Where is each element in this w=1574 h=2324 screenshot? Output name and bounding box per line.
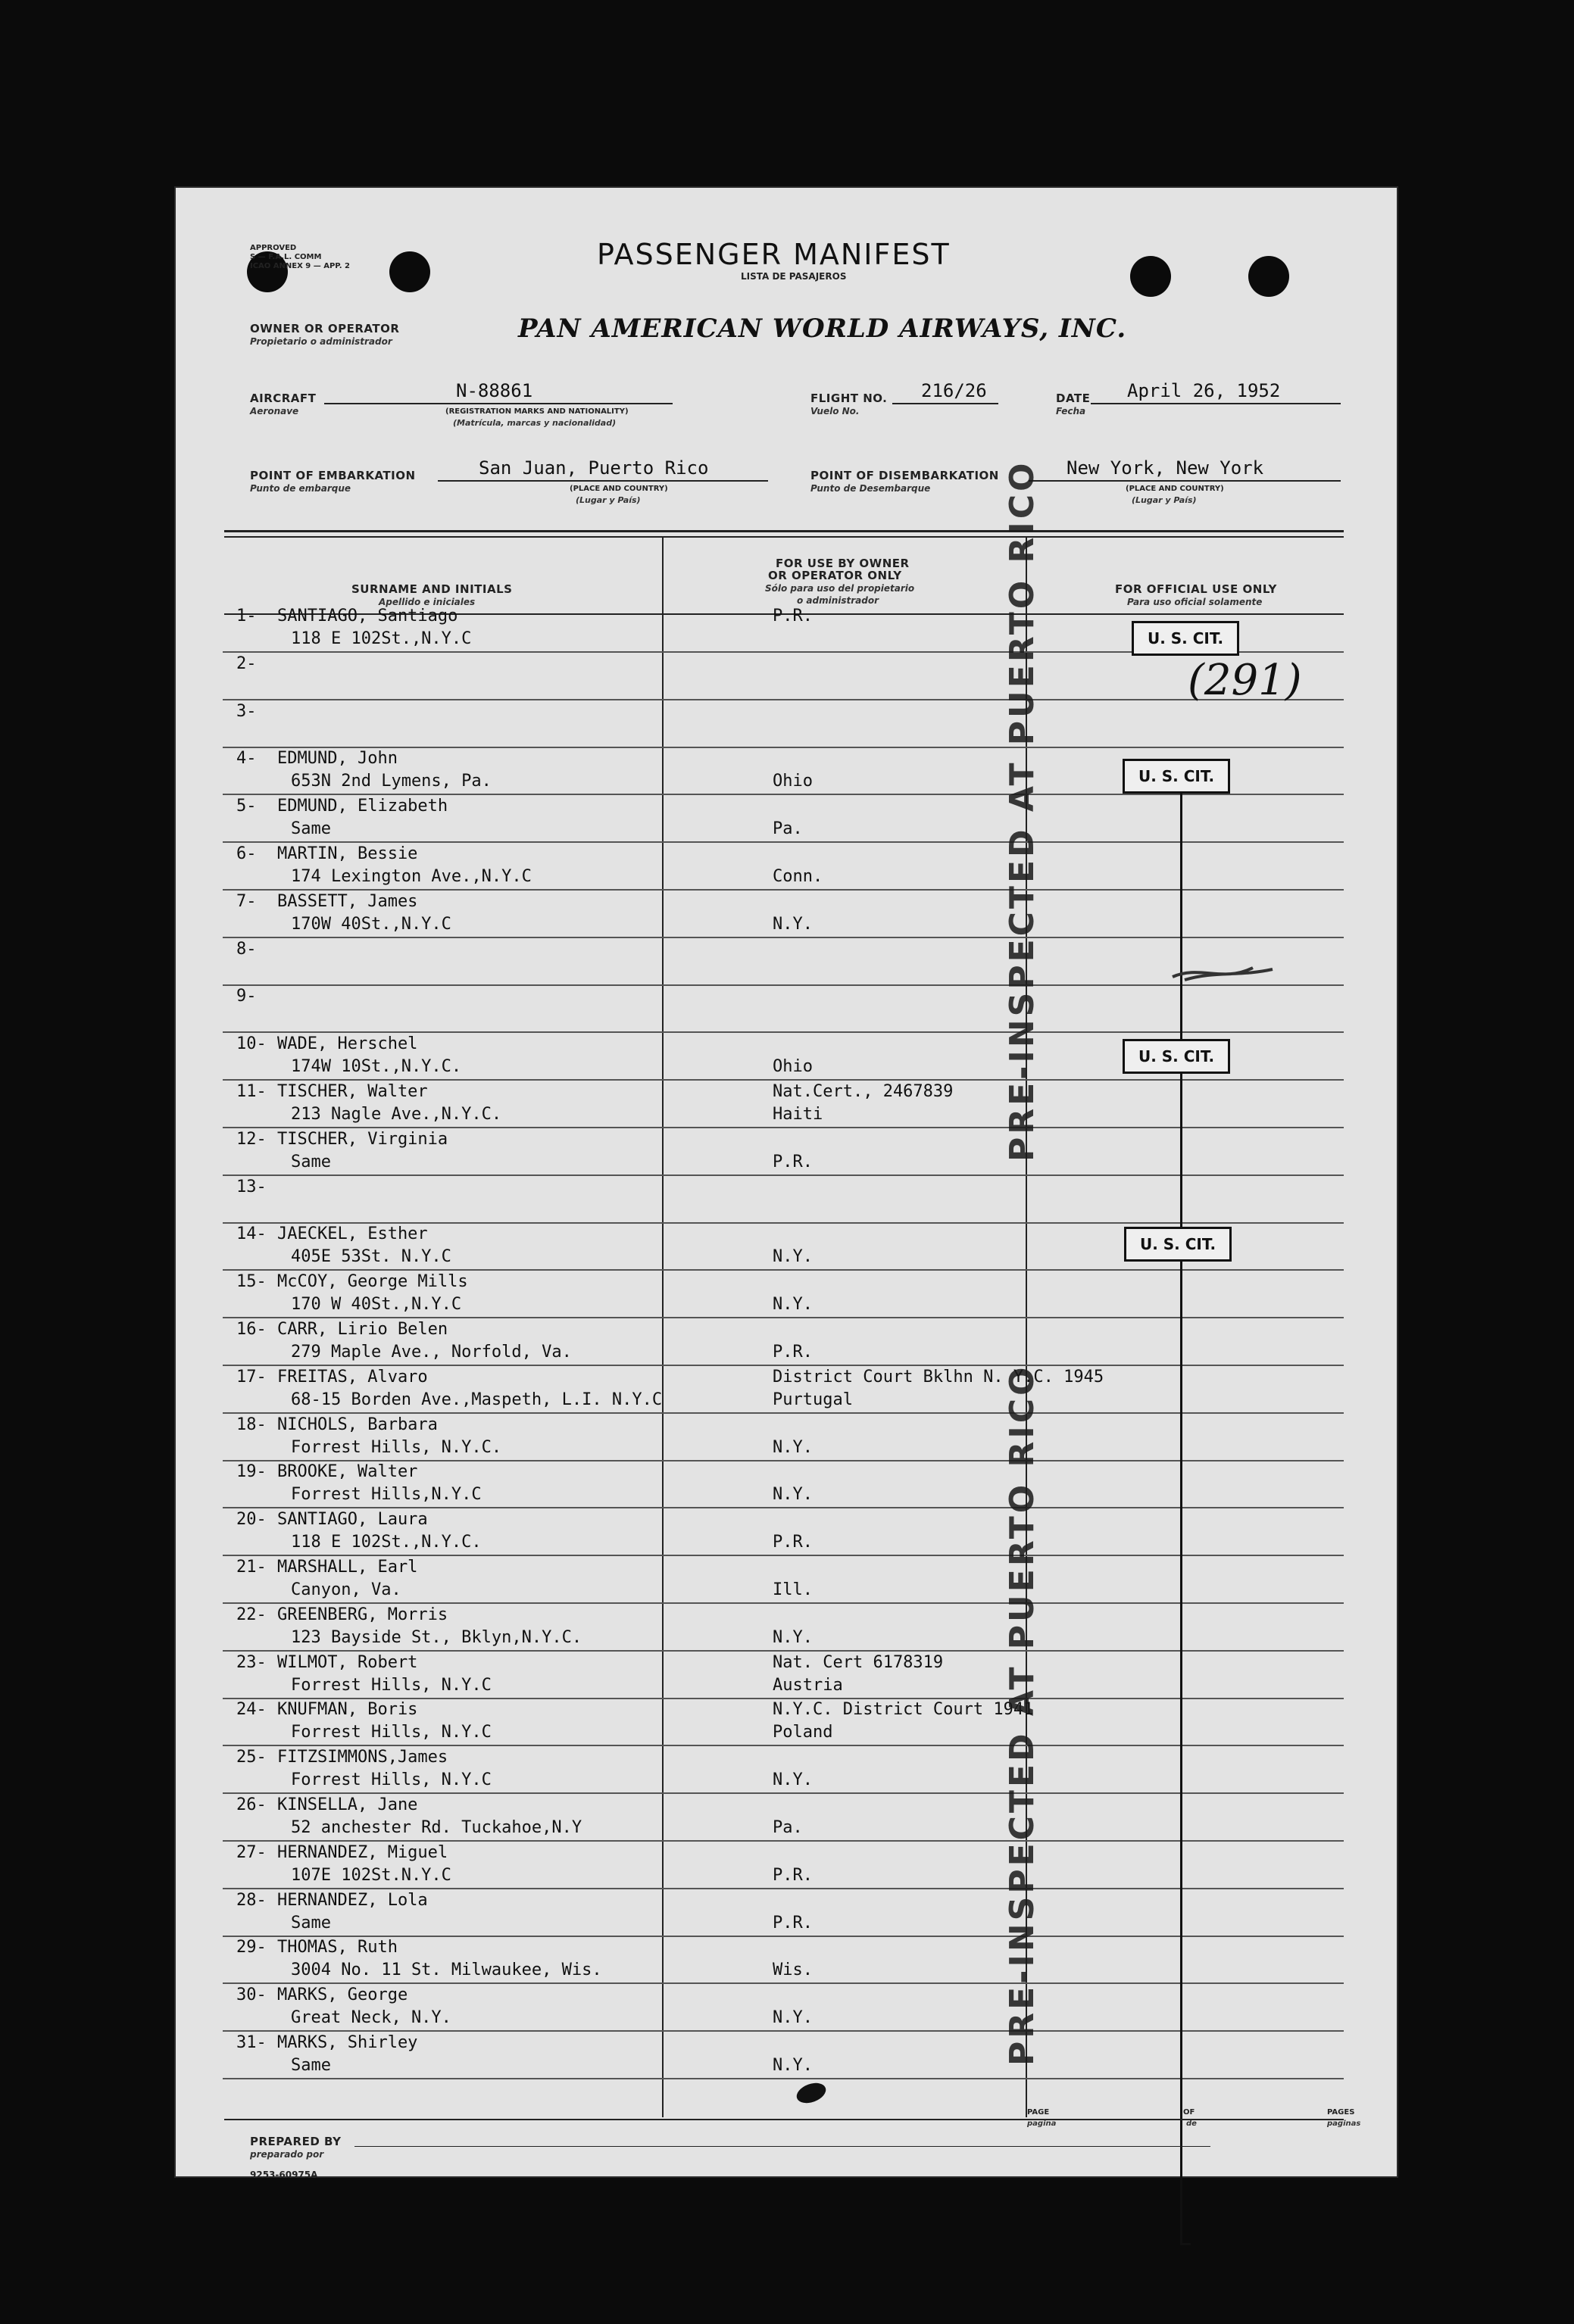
passenger-address: Canyon, Va.: [291, 1580, 401, 1599]
passenger-info-line2: Wis.: [773, 1961, 813, 1979]
passenger-info-line2: N.Y.: [773, 1770, 813, 1789]
us-cit-stamp: U. S. CIT.: [1123, 1039, 1230, 1074]
page-title-es: LISTA DE PASAJEROS: [741, 271, 847, 282]
row-rule: [223, 1269, 1344, 1271]
passenger-row: [176, 796, 1397, 843]
passenger-number: 5-: [236, 797, 257, 816]
flight-value: 216/26: [921, 380, 987, 401]
passenger-name: EDMUND, Elizabeth: [277, 797, 448, 816]
row-rule: [223, 841, 1344, 843]
passenger-name: WILMOT, Robert: [277, 1653, 418, 1672]
row-rule: [223, 1982, 1344, 1984]
us-cit-stamp: U. S. CIT.: [1123, 759, 1230, 794]
passenger-address: 170 W 40St.,N.Y.C: [291, 1295, 462, 1314]
passenger-row: [176, 2032, 1397, 2079]
passenger-row: [176, 1129, 1397, 1176]
row-rule: [223, 699, 1344, 700]
passenger-address: Forrest Hills,N.Y.C: [291, 1485, 482, 1504]
row-rule: [223, 1650, 1344, 1652]
passenger-name: SANTIAGO, Santiago: [277, 607, 458, 625]
passenger-number: 19-: [236, 1462, 267, 1481]
col2-header-es-2: o administrador: [797, 595, 879, 606]
passenger-address: Forrest Hills, N.Y.C.: [291, 1438, 502, 1457]
passenger-name: BASSETT, James: [277, 892, 418, 911]
passenger-number: 31-: [236, 2033, 267, 2052]
passenger-name: MARKS, George: [277, 1986, 408, 2004]
passenger-number: 13-: [236, 1178, 267, 1196]
owner-label-es: Propietario o administrador: [250, 336, 392, 347]
row-rule: [223, 2078, 1344, 2079]
owner-value: PAN AMERICAN WORLD AIRWAYS, INC.: [518, 314, 1127, 344]
flight-label: FLIGHT NO.: [810, 391, 888, 405]
form-code: 9253-60975A: [250, 2170, 318, 2180]
passenger-address: Forrest Hills, N.Y.C: [291, 1723, 492, 1742]
passenger-row: [176, 1557, 1397, 1604]
passenger-name: WADE, Herschel: [277, 1034, 418, 1053]
row-rule: [223, 794, 1344, 795]
passenger-info-line1: N.Y.C. District Court 1941: [773, 1700, 1034, 1719]
passenger-info-line2: N.Y.: [773, 2056, 813, 2075]
passenger-number: 17-: [236, 1368, 267, 1387]
passenger-name: BROOKE, Walter: [277, 1462, 418, 1481]
passenger-number: 29-: [236, 1938, 267, 1957]
passenger-row: [176, 1461, 1397, 1508]
pages-label: PAGES: [1327, 2108, 1355, 2117]
aircraft-label: AIRCRAFT: [250, 391, 317, 405]
us-cit-stamp: U. S. CIT.: [1124, 1227, 1232, 1262]
punch-hole: [1248, 256, 1289, 297]
row-rule: [223, 1507, 1344, 1508]
passenger-row: [176, 701, 1397, 748]
passenger-info-line2: N.Y.: [773, 1485, 813, 1504]
date-label-es: Fecha: [1056, 406, 1086, 416]
row-rule: [223, 1174, 1344, 1176]
row-rule: [223, 1840, 1344, 1842]
passenger-address: 174W 10St.,N.Y.C.: [291, 1057, 462, 1076]
row-rule: [223, 1888, 1344, 1889]
passenger-address: 653N 2nd Lymens, Pa.: [291, 772, 492, 791]
row-rule: [223, 1602, 1344, 1604]
embark-place-note: (PLACE AND COUNTRY): [570, 485, 668, 493]
passenger-name: EDMUND, John: [277, 749, 398, 768]
row-rule: [223, 1365, 1344, 1366]
passenger-info-line1: Nat. Cert 6178319: [773, 1653, 944, 1672]
col2-header-1: FOR USE BY OWNER: [776, 557, 910, 570]
owner-label: OWNER OR OPERATOR: [250, 322, 400, 335]
flight-label-es: Vuelo No.: [810, 406, 860, 416]
passenger-row: [176, 891, 1397, 938]
disembark-place-note: (PLACE AND COUNTRY): [1126, 485, 1224, 493]
passenger-name: NICHOLS, Barbara: [277, 1415, 438, 1434]
page-label: PAGE: [1027, 2108, 1050, 2117]
row-rule: [223, 1792, 1344, 1794]
passenger-address: Same: [291, 1153, 331, 1171]
passenger-row: [176, 1795, 1397, 1842]
passenger-name: KNUFMAN, Boris: [277, 1700, 418, 1719]
passenger-info-line2: Ill.: [773, 1580, 813, 1599]
passenger-name: THOMAS, Ruth: [277, 1938, 398, 1957]
passenger-row: [176, 1890, 1397, 1937]
passenger-number: 25-: [236, 1748, 267, 1767]
handwritten-note: (291): [1188, 656, 1302, 705]
row-rule: [223, 937, 1344, 938]
embark-label: POINT OF EMBARKATION: [250, 469, 416, 482]
passenger-row: [176, 1081, 1397, 1128]
passenger-info-line2: Purtugal: [773, 1390, 853, 1409]
of-label-es: de: [1186, 2120, 1197, 2128]
passenger-row: [176, 1937, 1397, 1984]
passenger-row: [176, 1367, 1397, 1414]
disembark-value: New York, New York: [1067, 457, 1264, 479]
passenger-info-line2: N.Y.: [773, 2008, 813, 2027]
passenger-number: 26-: [236, 1795, 267, 1814]
ink-blot: [792, 2079, 830, 2107]
embark-place-note-es: (Lugar y País): [576, 495, 641, 505]
passenger-address: 279 Maple Ave., Norfold, Va.: [291, 1343, 572, 1362]
passenger-row: [176, 844, 1397, 891]
passenger-address: Forrest Hills, N.Y.C: [291, 1770, 492, 1789]
of-label: OF: [1183, 2108, 1195, 2117]
embark-label-es: Punto de embarque: [250, 483, 351, 494]
col1-header-es: Apellido e iniciales: [379, 597, 476, 607]
passenger-address: 3004 No. 11 St. Milwaukee, Wis.: [291, 1961, 602, 1979]
row-rule: [223, 1031, 1344, 1033]
passenger-info-line2: N.Y.: [773, 1247, 813, 1266]
passenger-number: 15-: [236, 1272, 267, 1291]
disembark-label-es: Punto de Desembarque: [810, 483, 931, 494]
us-cit-stamp: U. S. CIT.: [1132, 621, 1239, 656]
passenger-address: 68-15 Borden Ave.,Maspeth, L.I. N.Y.C: [291, 1390, 663, 1409]
passenger-info-line2: N.Y.: [773, 1628, 813, 1647]
passenger-name: FITZSIMMONS,James: [277, 1748, 448, 1767]
passenger-number: 16-: [236, 1320, 267, 1339]
aircraft-note: (REGISTRATION MARKS AND NATIONALITY): [445, 407, 629, 416]
passenger-number: 28-: [236, 1891, 267, 1910]
passenger-name: MARSHALL, Earl: [277, 1558, 418, 1577]
passenger-info-line2: Conn.: [773, 867, 823, 886]
passenger-row: [176, 1271, 1397, 1318]
disembark-label: POINT OF DISEMBARKATION: [810, 469, 999, 482]
passenger-info-line2: P.R.: [773, 1866, 813, 1885]
passenger-info-line1: P.R.: [773, 607, 813, 625]
passenger-number: 30-: [236, 1986, 267, 2004]
passenger-name: TISCHER, Virginia: [277, 1130, 448, 1149]
passenger-name: CARR, Lirio Belen: [277, 1320, 448, 1339]
passenger-address: 123 Bayside St., Bklyn,N.Y.C.: [291, 1628, 582, 1647]
row-rule: [223, 1412, 1344, 1414]
passenger-info-line2: Pa.: [773, 1818, 803, 1837]
col1-header: SURNAME AND INITIALS: [351, 582, 513, 596]
table-top-rule: [224, 530, 1344, 532]
passenger-number: 20-: [236, 1510, 267, 1529]
col2-header-2: OR OPERATOR ONLY: [768, 569, 902, 582]
passenger-row: [176, 1605, 1397, 1652]
passenger-number: 18-: [236, 1415, 267, 1434]
passenger-number: 1-: [236, 607, 257, 625]
passenger-number: 9-: [236, 987, 257, 1006]
aircraft-value: N-88861: [456, 380, 533, 401]
row-rule: [223, 889, 1344, 891]
passenger-info-line2: Pa.: [773, 819, 803, 838]
scribble-mark: [1170, 957, 1276, 987]
passenger-name: MARKS, Shirley: [277, 2033, 418, 2052]
date-label: DATE: [1056, 391, 1091, 405]
passenger-row: [176, 1415, 1397, 1461]
passenger-row: [176, 1747, 1397, 1794]
passenger-number: 11-: [236, 1082, 267, 1101]
punch-hole: [1130, 256, 1171, 297]
passenger-info-line2: P.R.: [773, 1914, 813, 1933]
passenger-info-line2: P.R.: [773, 1153, 813, 1171]
passenger-info-line2: Austria: [773, 1676, 843, 1695]
passenger-info-line2: Poland: [773, 1723, 833, 1742]
passenger-info-line1: Nat.Cert., 2467839: [773, 1082, 954, 1101]
passenger-info-line2: P.R.: [773, 1533, 813, 1552]
passenger-address: 405E 53St. N.Y.C: [291, 1247, 451, 1266]
passenger-name: HERNANDEZ, Miguel: [277, 1843, 448, 1862]
passenger-row: [176, 1842, 1397, 1889]
passenger-number: 6-: [236, 844, 257, 863]
aircraft-label-es: Aeronave: [250, 406, 299, 416]
passenger-address: Same: [291, 819, 331, 838]
passenger-row: [176, 1985, 1397, 2032]
passenger-name: McCOY, George Mills: [277, 1272, 468, 1291]
row-rule: [223, 1555, 1344, 1556]
passenger-name: MARTIN, Bessie: [277, 844, 418, 863]
passenger-number: 2-: [236, 654, 257, 673]
passenger-name: FREITAS, Alvaro: [277, 1368, 428, 1387]
passenger-row: [176, 986, 1397, 1033]
row-rule: [223, 1127, 1344, 1128]
pages-label-es: paginas: [1327, 2120, 1361, 2128]
passenger-address: 118 E 102St.,N.Y.C.: [291, 1533, 482, 1552]
passenger-address: 213 Nagle Ave.,N.Y.C.: [291, 1105, 502, 1124]
date-value: April 26, 1952: [1127, 380, 1281, 401]
row-rule: [223, 1317, 1344, 1318]
punch-hole: [389, 251, 430, 292]
passenger-number: 14-: [236, 1224, 267, 1243]
passenger-name: GREENBERG, Morris: [277, 1605, 448, 1624]
page-label-es: pagina: [1027, 2120, 1057, 2128]
row-rule: [223, 2030, 1344, 2032]
col2-header-es-1: Sólo para uso del propietario: [765, 583, 915, 594]
passenger-row: [176, 1177, 1397, 1224]
passenger-row: [176, 1509, 1397, 1556]
passenger-address: Great Neck, N.Y.: [291, 2008, 451, 2027]
passenger-row: [176, 1319, 1397, 1366]
passenger-info-line2: Ohio: [773, 772, 813, 791]
passenger-info-line1: District Court Bklhn N. Y.C. 1945: [773, 1368, 1104, 1387]
passenger-row: [176, 1699, 1397, 1746]
prepared-label-es: preparado por: [250, 2149, 324, 2160]
passenger-address: 107E 102St.N.Y.C: [291, 1866, 451, 1885]
passenger-name: SANTIAGO, Laura: [277, 1510, 428, 1529]
passenger-name: KINSELLA, Jane: [277, 1795, 418, 1814]
passenger-address: 170W 40St.,N.Y.C: [291, 915, 451, 934]
passenger-info-line2: Haiti: [773, 1105, 823, 1124]
passenger-number: 8-: [236, 940, 257, 959]
passenger-number: 3-: [236, 702, 257, 721]
passenger-number: 4-: [236, 749, 257, 768]
pre-inspected-stamp: PRE-INSPECTED AT PUERTO RICO: [1003, 1364, 1042, 2066]
passenger-name: JAECKEL, Esther: [277, 1224, 428, 1243]
embark-value: San Juan, Puerto Rico: [479, 457, 709, 479]
passenger-number: 10-: [236, 1034, 267, 1053]
col3-header: FOR OFFICIAL USE ONLY: [1115, 582, 1277, 596]
approved-note: APPROVED S — F.A.L. COMM ICAO ANNEX 9 — APP. 2: [250, 244, 351, 270]
passenger-info-line2: N.Y.: [773, 915, 813, 934]
passenger-info-line2: N.Y.: [773, 1295, 813, 1314]
page-title: PASSENGER MANIFEST: [597, 238, 951, 271]
passenger-name: HERNANDEZ, Lola: [277, 1891, 428, 1910]
passenger-number: 21-: [236, 1558, 267, 1577]
passenger-address: Same: [291, 1914, 331, 1933]
passenger-address: 52 anchester Rd. Tuckahoe,N.Y: [291, 1818, 582, 1837]
prepared-label: PREPARED BY: [250, 2135, 342, 2148]
passenger-number: 23-: [236, 1653, 267, 1672]
passenger-number: 27-: [236, 1843, 267, 1862]
passenger-name: TISCHER, Walter: [277, 1082, 428, 1101]
disembark-place-note-es: (Lugar y País): [1132, 495, 1197, 505]
row-rule: [223, 1745, 1344, 1746]
passenger-address: 118 E 102St.,N.Y.C: [291, 629, 472, 648]
passenger-info-line2: N.Y.: [773, 1438, 813, 1457]
passenger-number: 7-: [236, 892, 257, 911]
passenger-number: 12-: [236, 1130, 267, 1149]
passenger-address: Same: [291, 2056, 331, 2075]
passenger-address: Forrest Hills, N.Y.C: [291, 1676, 492, 1695]
passenger-info-line2: P.R.: [773, 1343, 813, 1362]
col3-header-es: Para uso oficial solamente: [1127, 597, 1263, 607]
passenger-info-line2: Ohio: [773, 1057, 813, 1076]
row-rule: [223, 1079, 1344, 1081]
aircraft-note-es: (Matrícula, marcas y nacionalidad): [453, 418, 617, 428]
passenger-number: 22-: [236, 1605, 267, 1624]
passenger-address: 174 Lexington Ave.,N.Y.C: [291, 867, 532, 886]
pre-inspected-stamp: PRE-INSPECTED AT PUERTO RICO: [1003, 460, 1042, 1162]
manifest-sheet: [176, 188, 1397, 2180]
passenger-number: 24-: [236, 1700, 267, 1719]
passenger-row: [176, 1652, 1397, 1699]
